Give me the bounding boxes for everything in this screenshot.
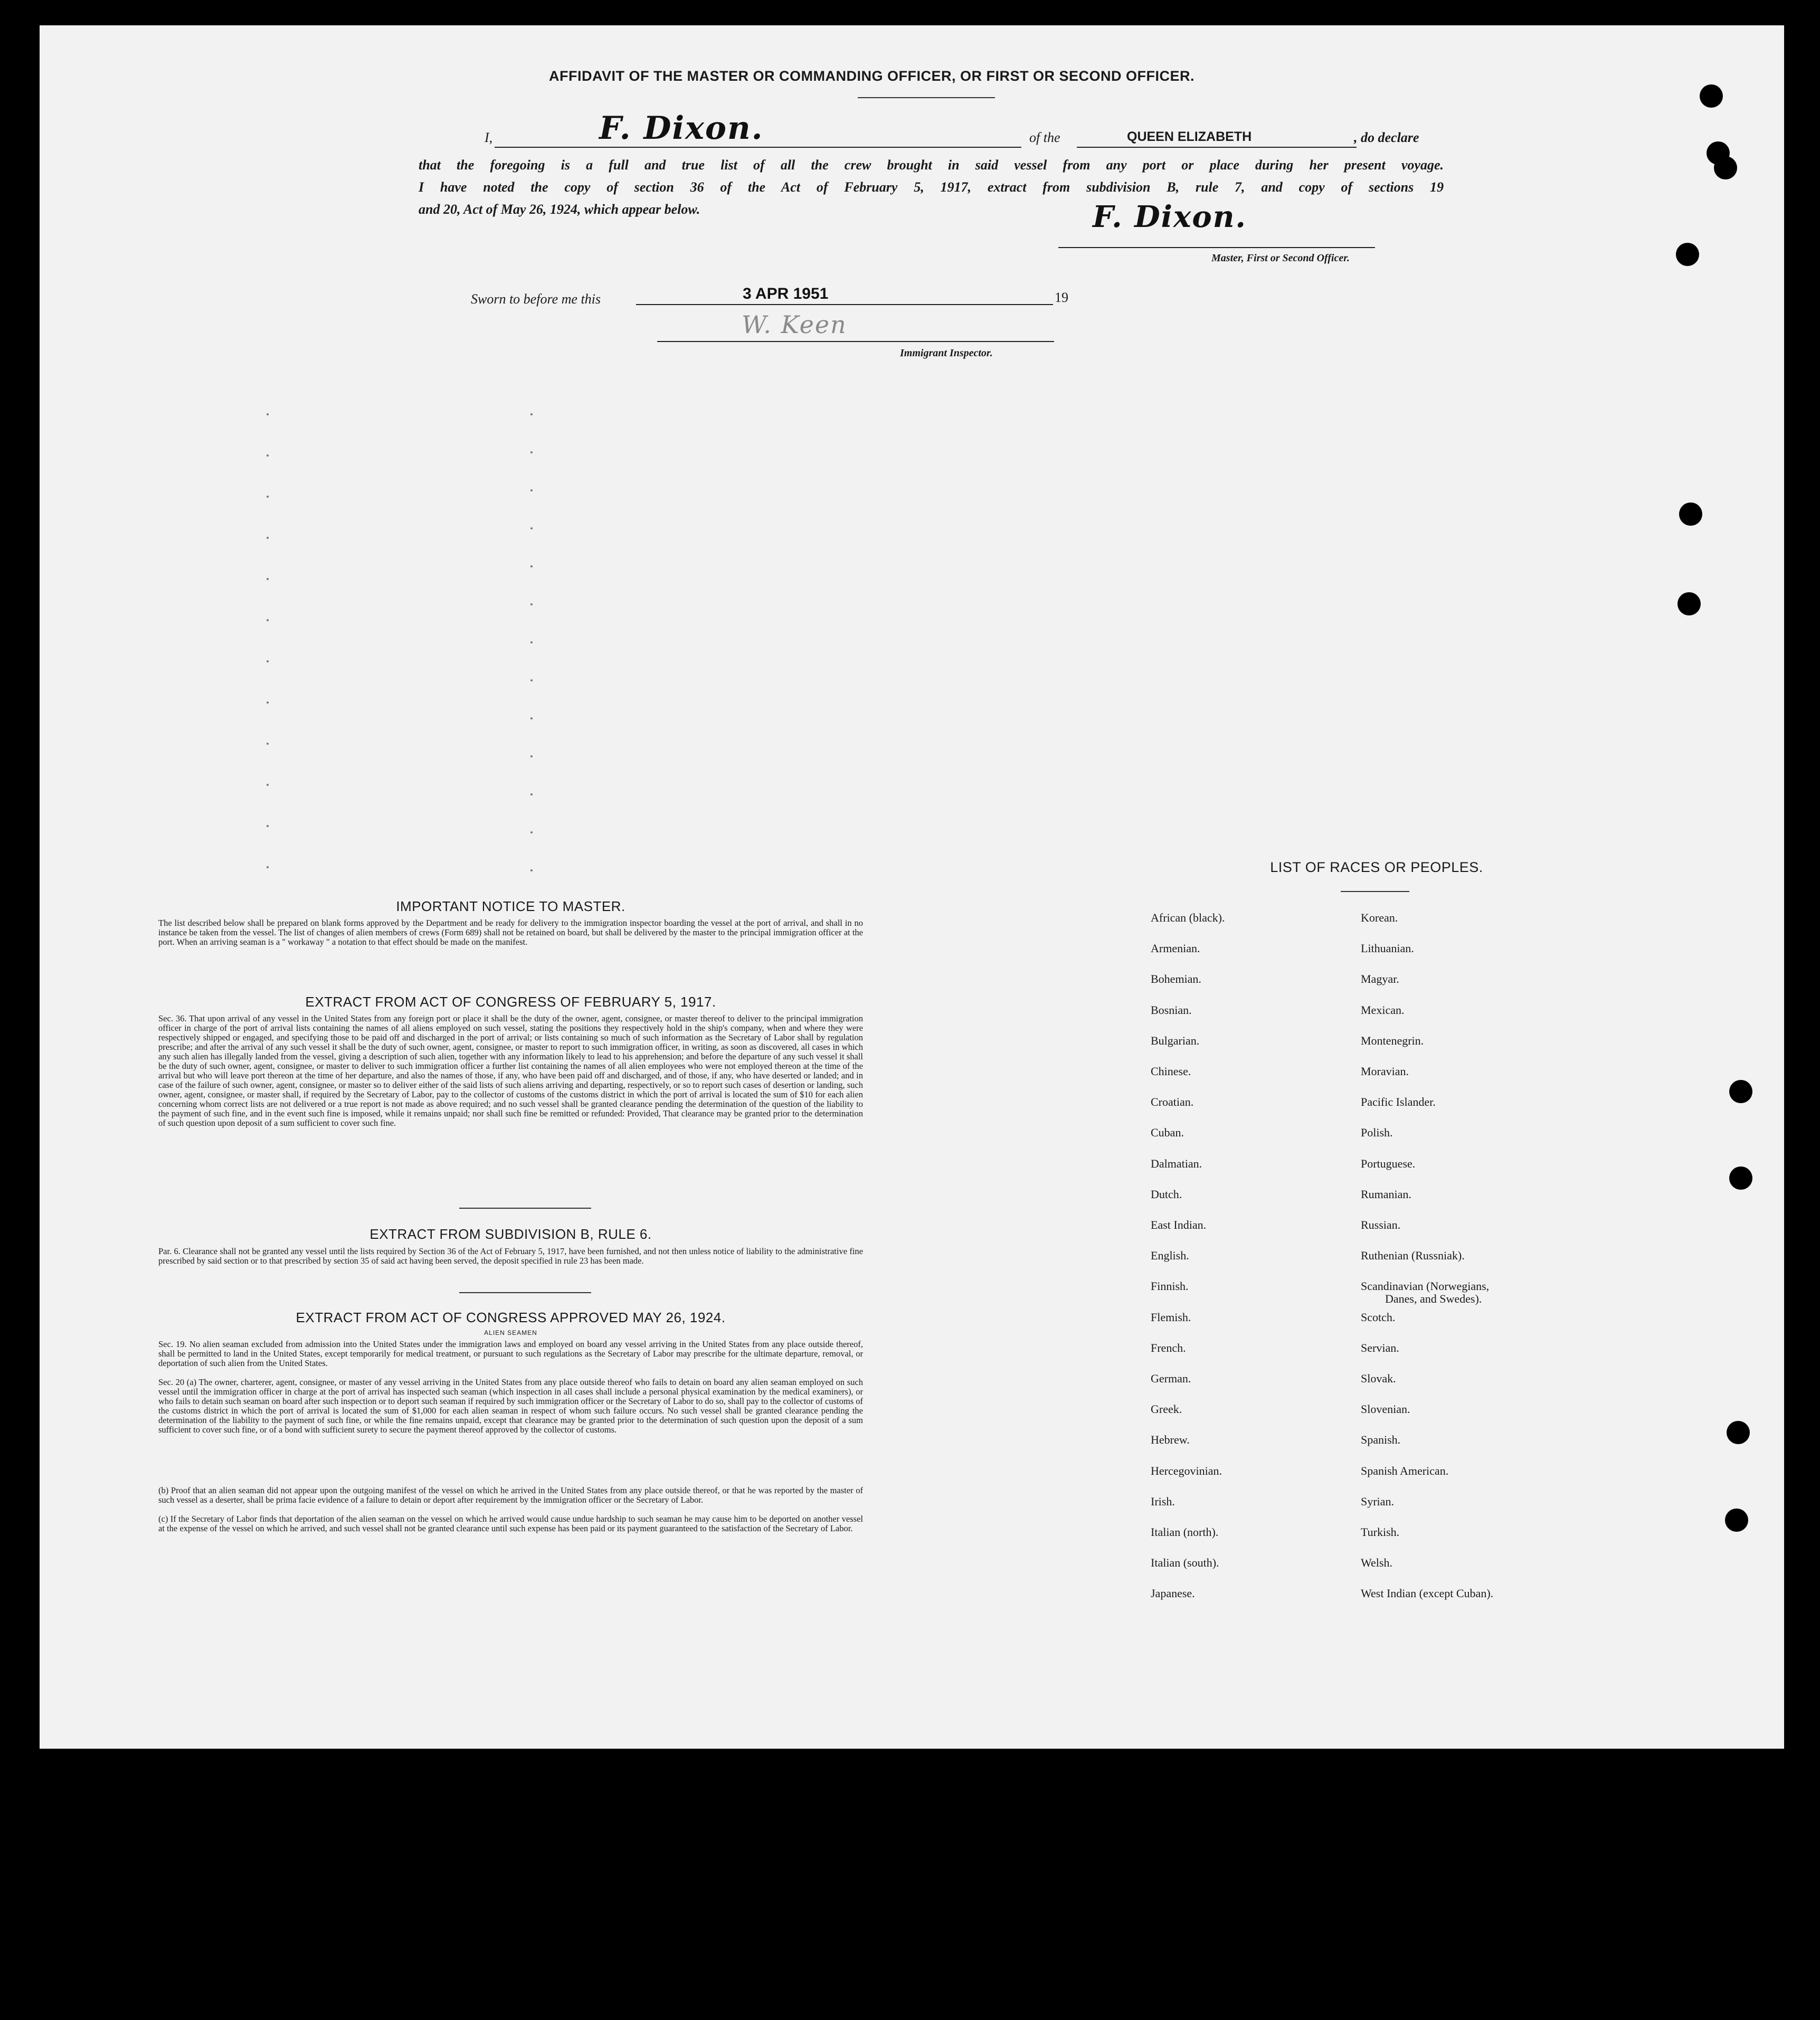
race-item: Servian. [1361,1341,1399,1354]
binder-hole [1727,1421,1750,1444]
race-item: Scotch. [1361,1310,1396,1324]
officer-signature: F. Dixon. [599,110,764,147]
notice-body: The list described below shall be prepared on blank forms approved by the Department and be ready for delivery to the immigration inspector boarding the vessel at the port of arrival, and shall in no instance be taken from the vessel. The list of changes of alien members of crews (Form 689) shall not be retained on board, but shall be delivered by the master to the principal immigration officer at the port. When an arriving seaman is a " workaway " a notation to that effect should be made on the manifest. [158,918,863,947]
inspector-caption: Immigrant Inspector. [900,347,993,359]
extract-1924-sec20b: (b) Proof that an alien seaman did not appear upon the outgoing manifest of the vessel on which he arrived in the United States from any place outside thereof, or that he was reported by the master of such vessel as a deserter, shall be prima facie evidence of a failure to detain or deport after requirement by the immigration officer or the Secretary of Labor. [158,1485,863,1505]
dot-mark [267,743,269,745]
race-item: West Indian (except Cuban). [1361,1587,1494,1600]
race-item: Montenegrin. [1361,1033,1424,1047]
race-item: Chinese. [1151,1065,1191,1078]
races-title-rule [1341,891,1409,892]
race-item: Pacific Islander. [1361,1095,1436,1109]
race-item: Spanish American. [1361,1464,1449,1477]
date-stamp: 3 APR 1951 [743,285,829,302]
race-item: Syrian. [1361,1494,1394,1508]
race-item: Dalmatian. [1151,1156,1202,1170]
race-item: Spanish. [1361,1433,1401,1447]
i-label: I, [485,130,493,145]
race-item: Russian. [1361,1218,1401,1231]
races-title: LIST OF RACES OR PEOPLES. [1270,859,1483,875]
dot-mark [530,603,533,605]
race-item: Magyar. [1361,972,1399,986]
master-sig-line [1058,247,1375,248]
extract-1924-title: EXTRACT FROM ACT OF CONGRESS APPROVED MAY 26, 1924. [296,1310,726,1325]
binder-hole [1700,84,1723,108]
document-page [40,25,1784,1749]
sworn-label: Sworn to before me this [471,291,601,307]
dot-mark [267,825,269,827]
race-item: Korean. [1361,911,1398,924]
dot-mark [267,701,269,704]
dot-mark [530,793,533,795]
dot-mark [267,578,269,580]
extract-1924-sec20a: Sec. 20 (a) The owner, charterer, agent, consignee, or master of any vessel arriving in the United States from any place outside thereof who fails to detain on board any alien seaman employed on such vessel until the immigration officer in charge at the port of arrival has inspected such seaman (which inspection in all cases shall include a personal physical examination by the medical examiners), or who fails to detain such seaman on board after such inspection or to deport such seaman if required by such immigration officer or the Secretary of Labor to do so, shall pay to the collector of customs of the customs district in which the port of arrival is located the sum of $1,000 for each alien seaman in respect of whom such failure occurs. No such vessel shall be granted clearance pending the determination of the liability to the payment of such fine, or while the fine remains unpaid, except that clearance may be granted prior to the determination of such question upon the deposit of a sum sufficient to cover such fine, or of a bond with sufficient surety to secure the payment thereof approved by the collector of customs. [158,1377,863,1435]
race-item: Scandinavian (Norwegians, [1361,1279,1490,1293]
race-item: Bohemian. [1151,972,1201,986]
dot-mark [530,869,533,871]
binder-hole [1677,592,1701,615]
subdivision-title: EXTRACT FROM SUBDIVISION B, RULE 6. [369,1226,652,1242]
race-item: Mexican. [1361,1003,1405,1017]
master-signature: F. Dixon. [1093,200,1247,234]
dot-mark [530,489,533,491]
race-item: African (black). [1151,911,1225,924]
extract-1924-sec19: Sec. 19. No alien seaman excluded from admission into the United States under the immigration laws and employed on board any vessel arriving in the United States from any place outside thereof, shall be permitted to land in the United States, except temporarily for medical treatment, or pursuant to such regulations as the Secretary of Labor may prescribe for the ultimate departure, removal, or deportation of such alien from the United States. [158,1339,863,1368]
race-item: Welsh. [1361,1556,1392,1570]
race-item: Japanese. [1151,1587,1195,1600]
race-item: Dutch. [1151,1187,1182,1201]
sworn-date-line [636,304,1053,305]
inspector-signature: W. Keen [742,310,847,339]
of-the-label: of the [1029,130,1060,145]
race-right-continuation: Danes, and Swedes). [1385,1292,1482,1305]
race-item: Moravian. [1361,1065,1409,1078]
extract-1924-sec20c: (c) If the Secretary of Labor finds that deportation of the alien seaman on the vessel on which he arrived would cause undue hardship to such seaman he may cause him to be deported on another vessel at the expense of the vessel on which he arrived, and such vessel shall not be granted clearance until such expense has been paid or its payment guaranteed to the satisfaction of the Secretary of Labor. [158,1514,863,1533]
race-item: Rumanian. [1361,1187,1411,1201]
dot-mark [267,413,269,415]
race-item: Armenian. [1151,942,1200,955]
vessel-name: QUEEN ELIZABETH [1127,129,1252,144]
binder-hole [1676,243,1699,266]
race-item: Slovak. [1361,1372,1396,1385]
dot-mark [530,679,533,681]
race-item: German. [1151,1372,1191,1385]
dot-mark [530,565,533,567]
dot-mark [530,831,533,833]
race-item: Flemish. [1151,1310,1191,1324]
inspector-sig-line [657,341,1054,342]
sworn-year: 19 [1055,290,1068,305]
dot-mark [530,527,533,529]
extract-1917-body: Sec. 36. That upon arrival of any vessel in the United States from any foreign port or place it shall be the duty of the owner, agent, consignee, or master thereof to deliver to the principal immigration officer in charge of the port of arrival lists containing the names of all aliens employed on such vessel, stating the positions they respectively hold in the ship's company, when and where they were respectively shipped or engaged, and specifying those to be paid off and discharged in the port of arrival; or lists containing so much of such information as the Secretary of Labor shall by regulation prescribe; and after the arrival of any such vessel it shall be the duty of such owner, agent, consignee, or master to report to such immigration officer, in writing, as soon as discovered, all cases in which any such alien has illegally landed from the vessel, giving a description of such alien, together with any information likely to lead to his apprehension; and before the departure of any such vessel it shall be the duty of such owner, agent, consignee, or master to deliver to such immigration officer a further list containing the names of all alien employees who were not employed thereon at the time of the arrival but who will leave port thereon at the time of her departure, and also the names of those, if any, who have been paid off and discharged, and of those, if any, who have deserted or landed; and in case of the failure of such owner, agent, consignee, or master so to deliver either of the said lists of such aliens arriving and departing, respectively, or so to report such cases of desertion or landing, such owner, agent, consignee, or master shall, if required by the Secretary of Labor, pay to the collector of customs of the customs district in which the port of arrival is located the sum of $10 for each alien concerning whom correct lists are not delivered or a true report is not made as above required; and no such vessel shall be granted clearance pending the determination of the question of the liability to the payment of such fine, and in the event such fine is imposed, while it remains unpaid; nor shall such fine be remitted or refunded: Provided, That clearance may be granted prior to the determination of such question upon deposit of a sum sufficient to cover such fine. [158,1013,863,1128]
do-declare-label: , do declare [1354,130,1419,145]
affidavit-body-line1: that the foregoing is a full and true list of all the crew brought in said vessel from any port or place during her present voyage. [419,157,1444,173]
vessel-line [1077,147,1357,148]
notice-title: IMPORTANT NOTICE TO MASTER. [396,898,625,914]
race-item: East Indian. [1151,1218,1207,1231]
race-item: Greek. [1151,1402,1182,1416]
subdivision-body: Par. 6. Clearance shall not be granted any vessel until the lists required by Section 36 of the Act of February 5, 1917, have been furnished, and not then unless notice of liability to the administrative fine prescribed by said section or to that prescribed by section 35 of said act having been served, the deposit specified in rule 23 has been made. [158,1246,863,1266]
rule-after-subdivision [459,1292,591,1293]
affidavit-title: AFFIDAVIT OF THE MASTER OR COMMANDING OFFICER, OR FIRST OR SECOND OFFICER. [549,68,1195,84]
binder-hole [1729,1080,1752,1103]
extract-1917-title: EXTRACT FROM ACT OF CONGRESS OF FEBRUARY 5, 1917. [305,994,716,1010]
race-item: Slovenian. [1361,1402,1410,1416]
binder-hole [1725,1509,1748,1532]
affidavit-body-line2: I have noted the copy of section 36 of the Act of February 5, 1917, extract from subdivision B, rule 7, and copy of sections 19 [419,179,1444,195]
dot-mark [267,454,269,457]
race-item: French. [1151,1341,1186,1354]
master-caption: Master, First or Second Officer. [1211,252,1350,264]
race-item: Hercegovinian. [1151,1464,1222,1477]
race-item: Irish. [1151,1494,1175,1508]
extract-1924-subtitle: ALIEN SEAMEN [484,1329,537,1336]
binder-hole [1729,1167,1752,1190]
dot-mark [267,619,269,621]
dot-mark [530,641,533,643]
dot-mark [267,496,269,498]
rule-after-1917 [459,1208,591,1209]
dot-mark [267,537,269,539]
race-item: Finnish. [1151,1279,1189,1293]
race-item: Hebrew. [1151,1433,1190,1447]
dot-mark [267,784,269,786]
name-line [495,147,1021,148]
race-item: Croatian. [1151,1095,1194,1109]
race-item: Turkish. [1361,1525,1400,1539]
race-item: Bulgarian. [1151,1033,1200,1047]
dot-mark [530,413,533,415]
title-rule [858,97,995,98]
binder-hole [1679,502,1702,526]
affidavit-body-line3: and 20, Act of May 26, 1924, which appear below. [419,202,700,217]
race-item: Portuguese. [1361,1156,1416,1170]
dot-mark [267,866,269,868]
dot-mark [530,717,533,719]
race-item: Lithuanian. [1361,942,1414,955]
race-item: Ruthenian (Russniak). [1361,1249,1465,1263]
race-item: Polish. [1361,1126,1393,1140]
dot-mark [267,660,269,662]
binder-hole [1714,156,1737,179]
dot-mark [530,755,533,757]
race-item: Italian (north). [1151,1525,1219,1539]
race-item: English. [1151,1249,1189,1263]
dot-mark [530,451,533,453]
race-item: Italian (south). [1151,1556,1219,1570]
race-item: Bosnian. [1151,1003,1192,1017]
race-item: Cuban. [1151,1126,1184,1140]
